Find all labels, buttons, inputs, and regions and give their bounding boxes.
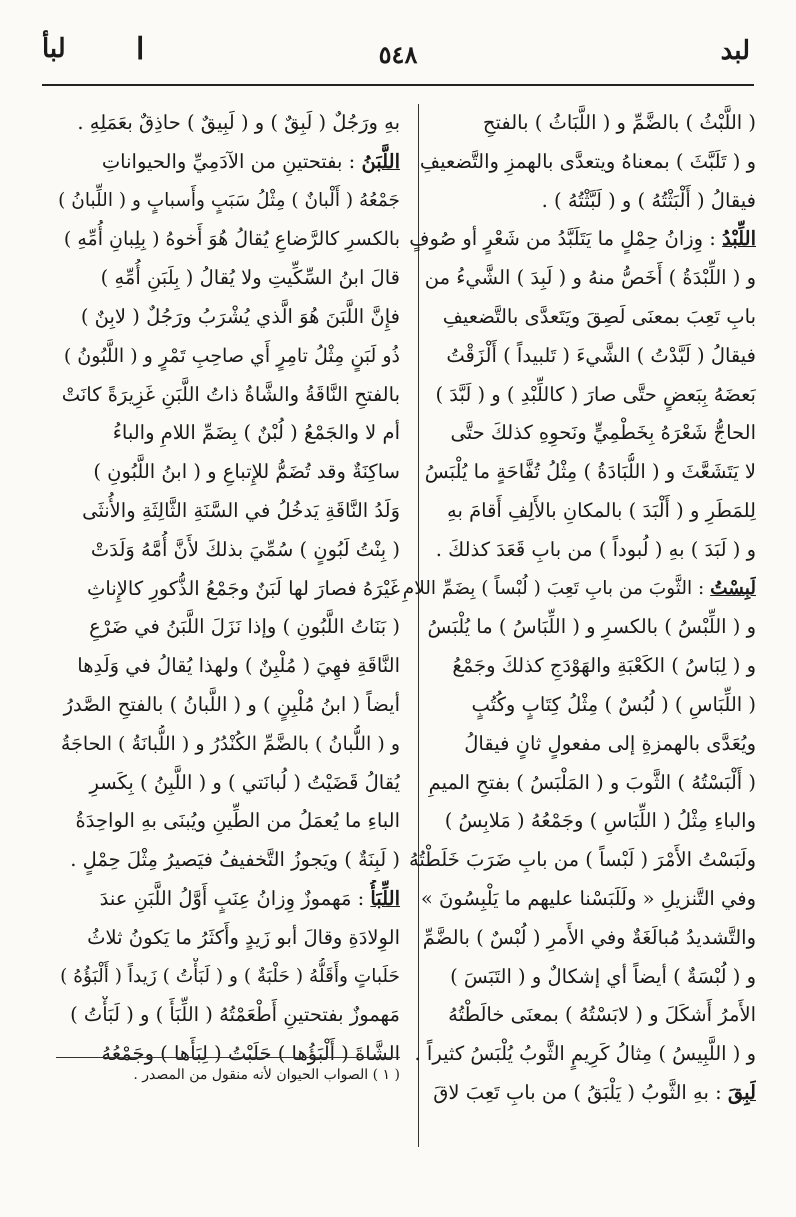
text-line: قالَ ابنُ السِّكِّيتِ ولا يُقالُ ( بِلَبَنِ أُمِّهِ ): [100, 266, 400, 290]
definition-text: : بهِ الثَّوبُ ( يَلْبَقُ ) من بابِ تَعِبَ لاقَ: [433, 1080, 728, 1104]
definition-text: : وِزانُ حِمْلٍ ما يَتَلَبَّدُ من شَعْرٍ أو صُوفٍ: [409, 227, 723, 251]
header-left-word: لبأ: [42, 34, 66, 64]
text-line: ( لَبِنَةٌ ) ويَجوزُ التَّخفيفُ فيَصيرُ مِثْلَ حِمْلٍ .: [70, 848, 400, 872]
headword: اللِّبَأُ: [370, 886, 400, 910]
footnote-rule: [56, 1057, 400, 1058]
text-line: بهِ ورَجُلٌ ( لَبِقٌ ) و ( لَبِيقٌ ) حاذِقٌ بعَمَلِهِ .: [77, 111, 400, 134]
text-line: الشَّاةَ ( أَلْبَؤُها ) حَلَبْتُ ( لِبَأَها ) وجَمْعُهُ: [101, 1042, 400, 1066]
headword: اللِّبْدُ: [722, 227, 756, 251]
text-line: جَمْعُهُ ( أَلْبانٌ ) مِثْلُ سَبَبٍ وأَسبابٍ و ( اللِّبانُ ): [58, 189, 400, 211]
text-line: الأَمرُ أَشكَلَ و ( لابَسْتُهُ ) بمعنَى خالَطْتُهُ: [448, 1003, 756, 1027]
text-line: ( بِنْتُ لَبُونٍ ) سُمِّيَ بذلكَ لأَنَّ أُمَّهُ وَلَدَتْ: [90, 537, 400, 561]
text-line: فيقالُ ( لَبَّدْتُ ) الشَّيءَ ( تَلبيداً ) أَلْزَقْتُ: [446, 343, 756, 367]
text-line: ساكِنَةٌ وقد تُضَمُّ للإِتباعِ و ( ابنُ اللَّبُونِ ): [93, 460, 400, 484]
text-line: الحاجُّ شَعْرَهُ بِخَطْمِيٍّ ونَحوِهِ كذلكَ حتَّى: [450, 421, 756, 445]
text-line: [402, 1074, 756, 1113]
headword: اللَّبَنُ: [361, 149, 400, 173]
text-line: و ( لِبَاسُ ) الكَعْبَةِ والهَوْدَجِ كذلكَ وجَمْعُ: [452, 654, 756, 678]
text-line: و ( اللَّبِيسُ ) مِثالُ كَرِيمٍ الثَّوبُ يُلْبَسُ كثيراً .: [414, 1042, 756, 1066]
text-line: أيضاً ( ابنُ مُلْبِنٍ ) و ( اللَّبانُ ) بالفتحِ الصَّدرُ: [63, 692, 400, 716]
text-line: أم لا والجَمْعُ ( لُبْنٌ ) بِضَمِّ اللامِ والباءُ: [112, 421, 400, 445]
left-column: [56, 104, 400, 1074]
text-line: بابِ تَعِبَ بمعنَى لَصِقَ ويَتَعدَّى بالتَّضعيفِ: [442, 304, 756, 328]
text-line: الباءِ ما يُعمَلُ من الطِّينِ ويُبنَى بهِ الواحِدَةُ: [75, 809, 400, 833]
headword: لَبِقَ: [727, 1080, 756, 1104]
text-line: النَّاقَةِ فهِيَ ( مُلْبِنٌ ) ولهذا يُقالُ في وَلَدِها: [77, 654, 400, 678]
text-line: فيقالُ ( أَلْبَثْتُهُ ) و ( لَبَّثْتُهُ ) .: [541, 188, 756, 212]
text-line: ( أَلْبَسْتُهُ ) الثَّوبَ و ( المَلْبَسُ ) بفتحِ الميمِ: [428, 770, 756, 794]
definition-text: : الثَّوبَ من بابِ تَعِبَ ( لُبْساً ) بِضَمِّ اللامِ: [402, 577, 711, 599]
text-line: بالفتحِ النَّاقَةُ والشَّاةُ ذاتُ اللَّبَنِ غَزِيرَةً كانَتْ: [61, 382, 400, 406]
right-column: [402, 104, 756, 1113]
text-line: يُقالُ قَضَيْتُ ( لُبانَتي ) و ( اللَّبِنُ ) بِكَسرِ: [89, 770, 400, 794]
text-line: ذُو لَبَنٍ مِثْلُ تامِرٍ أَي صاحِبِ تَمْرٍ و ( اللَّبُونُ ): [63, 344, 400, 367]
text-line: وَلَدُ النَّاقَةِ يَدخُلُ في السَّنَةِ الثَّالِثَةِ والأُنثَى: [82, 498, 400, 522]
text-line: و ( تَلَبَّثَ ) بمعناهُ ويتعدَّى بالهمزِ والتَّضعيفِ: [419, 149, 756, 173]
text-line: لا يَتَشَعَّثَ و ( اللُّبَادَةُ ) مِثْلُ تُفَّاحَةٍ ما يُلْبَسُ: [424, 460, 756, 484]
text-line: ( اللِّبَاسِ ) ( لُبُسٌ ) مِثْلُ كِتَابٍ وكُتُبٍ: [471, 692, 756, 716]
page-number: ٥٤٨: [378, 40, 418, 69]
text-line: ويُعَدَّى بالهمزةِ إلى مفعولٍ ثانٍ فيقالُ: [464, 731, 756, 755]
text-line: و ( لُبْسَةٌ ) أيضاً أي إشكالٌ و ( التَبَسَ ): [450, 964, 756, 988]
text-line: مَهموزٌ بفتحتينِ أَطْعَمْتُهُ ( اللِّبَأَ ) و ( لَبَأْتُ ): [70, 1003, 400, 1027]
text-line: و ( اللِّبْسُ ) بالكسرِ و ( اللِّبَاسُ ) ما يُلْبَسُ: [427, 615, 756, 639]
footnote: ( ١ ) الصواب الحيوان لأنه منقول من المصدر .: [133, 1067, 400, 1083]
text-line: الوِلادَةِ وقالَ أبو زَيدٍ وأَكثَرُ ما يَكونُ ثلاثُ: [87, 925, 400, 949]
text-line: و ( لَبَدَ ) بهِ ( لُبوداً ) من بابِ قَعَدَ كذلكَ .: [435, 537, 756, 561]
text-line: [56, 143, 400, 182]
text-line: ( بَنَاتُ اللَّبُونِ ) وإذا نَزَلَ اللَّبَنُ في ضَرْعِ: [89, 615, 400, 639]
text-line: لِلمَطَرِ و ( أَلْبَدَ ) بالمكانِ بالأَلِفِ أَقامَ بهِ: [447, 498, 756, 522]
text-line: حَلَباتٍ وأَقَلُّهُ ( حَلْبَةٌ ) و ( لَبَأْتُ ) زَيداً ( أَلْبَؤُهُ ): [60, 965, 400, 987]
text-line: غَيْرَهُ فصارَ لها لَبَنٌ وجَمْعُ الذُّكورِ كالإِناثِ: [87, 576, 400, 600]
header-mark-glyph: ا: [136, 32, 145, 67]
text-line: والتَّشديدُ مُبالَغَةٌ وفي الأَمرِ ( لُبْسٌ ) بالضَّمِّ: [422, 925, 756, 949]
text-line: بالكسرِ كالرَّضاعِ يُقالُ هُوَ أَخوهُ ( بِلِبانِ أُمِّهِ ): [63, 228, 400, 251]
text-line: [402, 220, 756, 259]
header-rule: [42, 84, 754, 86]
text-line: فإِنَّ اللَّبَنَ هُوَ الَّذي يُشْرَبُ ورَجُلٌ ( لابِنٌ ): [80, 304, 400, 328]
page-header: [38, 28, 758, 78]
text-line: ( اللَّبْثُ ) بالضَّمِّ و ( اللَّبَاثُ ) بالفتحِ: [482, 111, 756, 134]
definition-text: : بفتحتينِ من الآدَمِيِّ والحيواناتِ: [101, 149, 362, 173]
text-line: وفي التَّنزيلِ « ولَلَبَسْنا عليهم ما يَلْبِسُونَ »: [420, 886, 756, 910]
text-line: [402, 570, 756, 609]
text-line: و ( اللِّبْدَةُ ) أَخَصُّ منهُ و ( لَبِدَ ) الشَّيءُ من: [424, 266, 756, 290]
headword: لَبِسْتُ: [710, 577, 756, 599]
text-line: ولَبَسْتُ الأَمْرَ ( لَبْساً ) من بابِ ضَرَبَ خَلَطْتُهُ: [408, 848, 756, 872]
text-line: والباءِ مِثْلُ ( اللِّبَاسِ ) وجَمْعُهُ ( مَلابِسُ ): [444, 809, 756, 833]
text-line: [56, 880, 400, 919]
definition-text: : مَهموزٌ وِزانُ عِنَبٍ أَوَّلُ اللَّبَنِ عندَ: [99, 886, 371, 910]
header-right-word: لبد: [720, 36, 750, 66]
text-line: بَعضَهُ بِبَعضٍ حتَّى صارَ ( كاللِّبْدِ ) و ( لَبَّدَ ): [435, 382, 756, 406]
text-line: و ( اللُّبانُ ) بالضَّمِّ الكُنْدُرُ و ( اللُّبانَةُ ) الحاجَةُ: [60, 732, 400, 755]
